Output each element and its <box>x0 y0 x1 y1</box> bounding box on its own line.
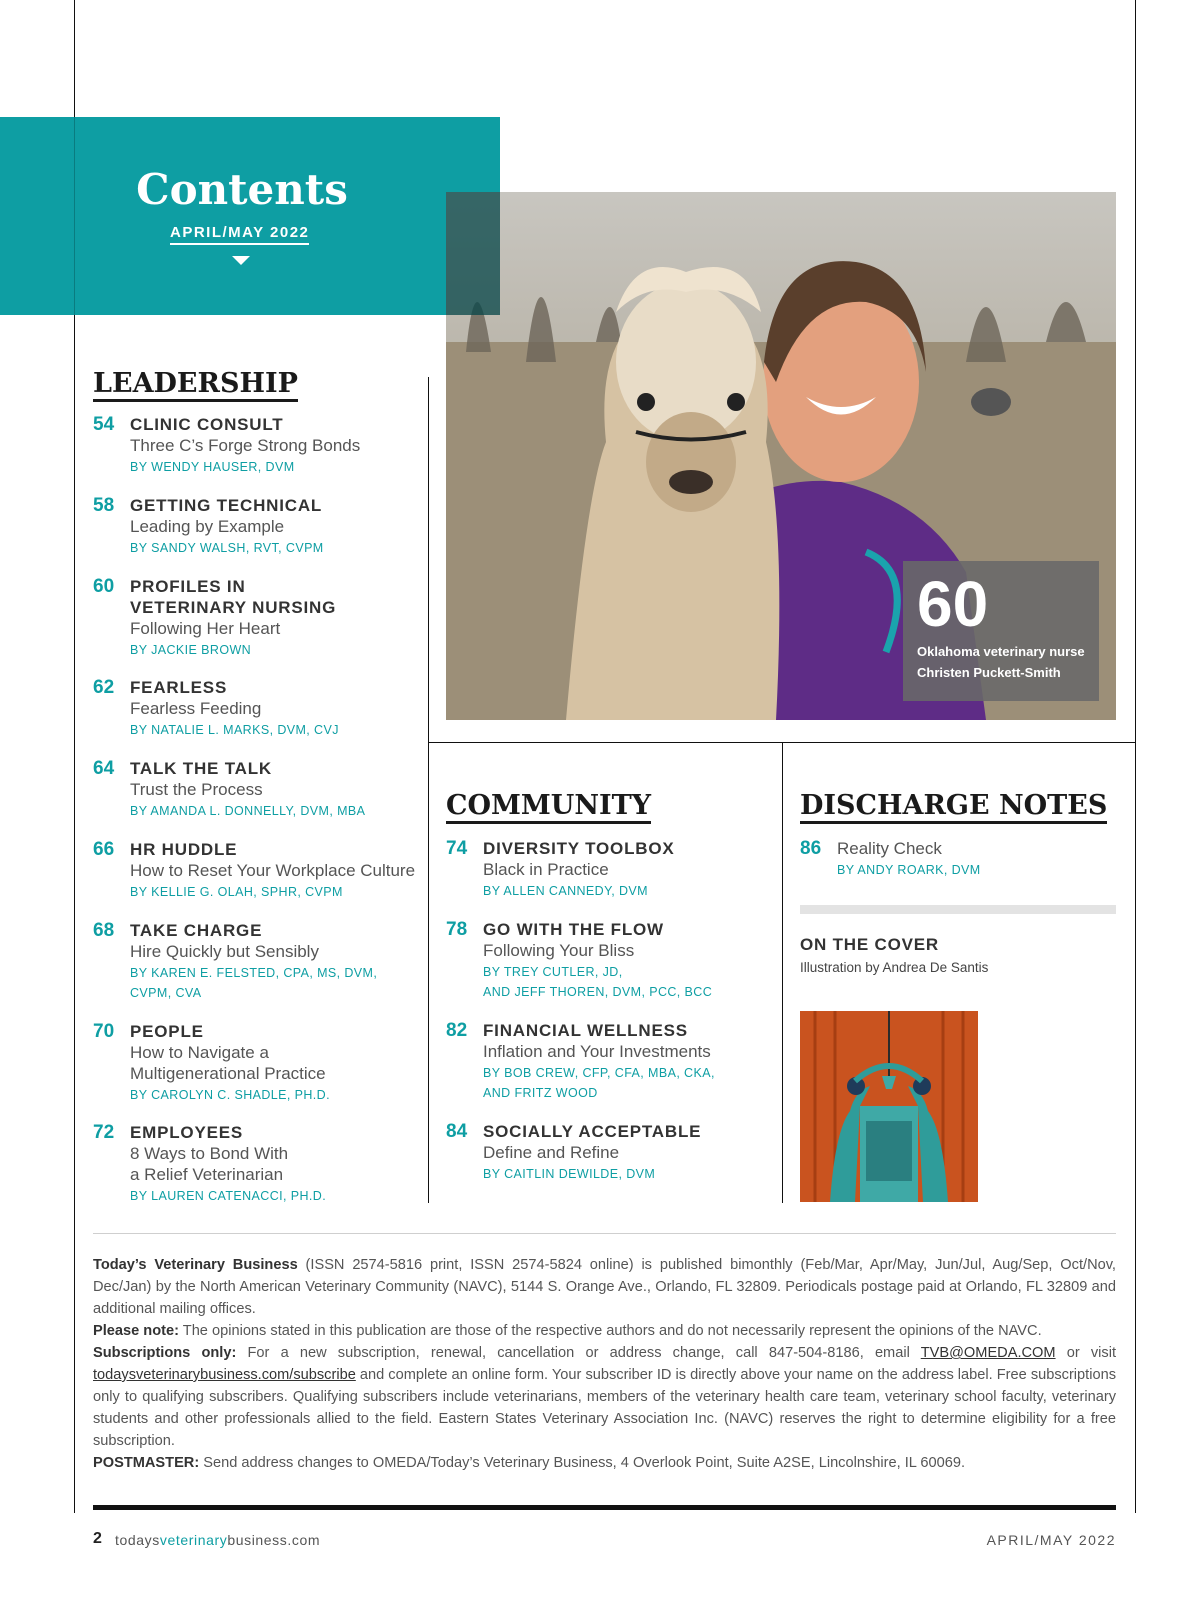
article-title: Following Her Heart <box>130 619 281 638</box>
byline-line-2: CVPM, CVA <box>130 986 202 1000</box>
toc-entry[interactable] <box>93 920 377 1003</box>
postmaster-label: POSTMASTER: <box>93 1455 200 1471</box>
page-number: 74 <box>446 838 468 859</box>
right-frame-line <box>1135 0 1136 1513</box>
masthead-text <box>93 1254 1116 1474</box>
section-heading-discharge-notes: DISCHARGE NOTES <box>800 791 1107 824</box>
department: TALK THE TALK <box>130 759 272 778</box>
toc-entry[interactable] <box>93 839 415 902</box>
subscriptions-text-1: For a new subscription, renewal, cancellation or address change, call 847-504-8186, email <box>247 1345 910 1361</box>
department: GO WITH THE FLOW <box>483 920 664 939</box>
byline: BY SANDY WALSH, RVT, CVPM <box>130 541 324 555</box>
issue-date: APRIL/MAY 2022 <box>170 224 309 245</box>
page-number-footer: 2 <box>93 1530 102 1547</box>
article-title: How to Reset Your Workplace Culture <box>130 861 416 880</box>
page-number: 68 <box>93 920 115 941</box>
header-frame-line <box>74 117 75 315</box>
department: CLINIC CONSULT <box>130 415 284 434</box>
byline: BY ALLEN CANNEDY, DVM <box>483 884 648 898</box>
department: TAKE CHARGE <box>130 921 263 940</box>
toc-entry[interactable] <box>93 495 324 558</box>
toc-entry[interactable] <box>93 677 339 740</box>
page-number: 70 <box>93 1021 115 1042</box>
feature-photo <box>446 192 1116 720</box>
page-number: 64 <box>93 758 115 779</box>
discharge-divider <box>782 742 783 1203</box>
department: GETTING TECHNICAL <box>130 496 323 515</box>
byline: BY WENDY HAUSER, DVM <box>130 460 295 474</box>
article-title: How to Navigate a <box>130 1043 269 1062</box>
divider-bar <box>800 905 1116 914</box>
byline: BY ANDY ROARK, DVM <box>837 863 981 877</box>
byline-line-2: AND FRITZ WOOD <box>483 1086 598 1100</box>
page-number: 58 <box>93 495 115 516</box>
article-title: Leading by Example <box>130 517 285 536</box>
on-the-cover-heading: ON THE COVER <box>800 935 940 954</box>
article-title: Hire Quickly but Sensibly <box>130 942 319 961</box>
toc-entry[interactable] <box>446 1020 715 1103</box>
page-number: 78 <box>446 919 468 940</box>
toc-entry[interactable] <box>446 838 675 901</box>
page-number: 72 <box>93 1122 115 1143</box>
article-title: Trust the Process <box>130 780 263 799</box>
section-heading-community: COMMUNITY <box>446 791 651 824</box>
department-line-2: VETERINARY NURSING <box>130 598 337 617</box>
caption-page-number: 60 <box>917 568 989 640</box>
byline: BY CAROLYN C. SHADLE, PH.D. <box>130 1088 330 1102</box>
please-note-text: The opinions stated in this publication are those of the respective authors and do not necessarily represent the opinions of the NAVC. <box>182 1323 1042 1339</box>
article-title: Define and Refine <box>483 1143 620 1162</box>
page-number: 60 <box>93 576 115 597</box>
toc-entry[interactable] <box>93 576 336 660</box>
byline: BY LAUREN CATENACCI, PH.D. <box>130 1189 327 1203</box>
toc-entry[interactable] <box>800 838 981 880</box>
article-title-line-2: Multigenerational Practice <box>130 1064 326 1083</box>
contents-header-block <box>0 117 500 315</box>
footer-issue-date: APRIL/MAY 2022 <box>986 1532 1116 1548</box>
department: FEARLESS <box>130 678 228 697</box>
caption-line-2: Christen Puckett-Smith <box>917 665 1061 680</box>
page-number: 62 <box>93 677 115 698</box>
byline-line-2: AND JEFF THOREN, DVM, PCC, BCC <box>483 985 713 999</box>
photo-caption <box>903 561 1099 701</box>
byline: BY JACKIE BROWN <box>130 643 252 657</box>
cover-thumbnail[interactable] <box>800 1011 978 1202</box>
page-number: 54 <box>93 414 115 435</box>
site-part-1: todays <box>115 1532 160 1548</box>
department: SOCIALLY ACCEPTABLE <box>483 1122 702 1141</box>
section-heading-leadership: LEADERSHIP <box>93 369 298 402</box>
photo-overlay <box>446 192 500 315</box>
postmaster-text: Send address changes to OMEDA/Today’s Veterinary Business, 4 Overlook Point, Suite A2SE, Lincolnshire, IL 60069. <box>203 1455 966 1471</box>
toc-entry[interactable] <box>93 414 360 477</box>
website-link[interactable] <box>115 1532 320 1548</box>
subscription-email-link[interactable]: TVB@OMEDA.COM <box>920 1345 1056 1361</box>
byline: BY AMANDA L. DONNELLY, DVM, MBA <box>130 804 366 818</box>
article-title: Reality Check <box>837 839 942 858</box>
footer-rule <box>93 1233 1116 1234</box>
toc-entry[interactable] <box>93 1122 326 1206</box>
cover-illustration <box>800 1011 978 1202</box>
site-part-3: business.com <box>227 1532 321 1548</box>
subscriptions-text-3: and complete an online form. Your subscriber ID is directly above your name on the address label. Free subscriptions only to qualifying subscribers. Qualifying subscribers include veterinarians, members of the veterinary health care team, veterinary school faculty, veterinary students and other professionals allied to the field. Eastern States Veterinary Association Inc. (NAVC) reserves the right to determine eligibility for a free subscription. <box>93 1367 1116 1449</box>
article-title: 8 Ways to Bond With <box>130 1144 289 1163</box>
article-title: Inflation and Your Investments <box>483 1042 711 1061</box>
cover-credit: Illustration by Andrea De Santis <box>800 960 989 975</box>
page-number: 66 <box>93 839 115 860</box>
department: EMPLOYEES <box>130 1123 244 1142</box>
publication-name: Today’s Veterinary Business <box>93 1257 298 1273</box>
department: PEOPLE <box>130 1022 204 1041</box>
publication-info: (ISSN 2574-5816 print, ISSN 2574-5824 online) is published bimonthly (Feb/Mar, Apr/May, Jun/Jul, Aug/Sep, Oct/Nov, Dec/Jan) by the North American Veterinary Community (NAVC), 5144 S. Orange Ave., Orlando, FL 32809. Periodicals postage paid at Orlando, FL 32809 and additional mailing offices. <box>93 1257 1116 1317</box>
byline: BY BOB CREW, CFP, CFA, MBA, CKA, <box>483 1066 715 1080</box>
subscription-url-link[interactable]: todaysveterinarybusiness.com/subscribe <box>93 1367 356 1383</box>
article-title: Three C’s Forge Strong Bonds <box>130 436 361 455</box>
byline: BY KELLIE G. OLAH, SPHR, CVPM <box>130 885 343 899</box>
page-number: 84 <box>446 1121 468 1142</box>
subscriptions-label: Subscriptions only: <box>93 1345 237 1361</box>
toc-entry[interactable] <box>446 1121 701 1184</box>
department: DIVERSITY TOOLBOX <box>483 839 675 858</box>
caption-line-1: Oklahoma veterinary nurse <box>917 644 1085 659</box>
byline: BY CAITLIN DEWILDE, DVM <box>483 1167 656 1181</box>
toc-entry[interactable] <box>93 1021 330 1105</box>
byline: BY NATALIE L. MARKS, DVM, CVJ <box>130 723 339 737</box>
please-note-label: Please note: <box>93 1323 179 1339</box>
article-title: Following Your Bliss <box>483 941 635 960</box>
department: PROFILES IN <box>130 577 246 596</box>
leadership-divider <box>428 377 429 1203</box>
byline: BY TREY CUTLER, JD, <box>483 965 623 979</box>
site-part-2: veterinary <box>159 1532 228 1548</box>
department: FINANCIAL WELLNESS <box>483 1021 688 1040</box>
department: HR HUDDLE <box>130 840 238 859</box>
toc-entry[interactable] <box>446 919 712 1002</box>
page-title: Contents <box>136 165 348 214</box>
article-title: Fearless Feeding <box>130 699 262 718</box>
page-number: 82 <box>446 1020 468 1041</box>
footer-bar <box>93 1505 1116 1510</box>
toc-entry[interactable] <box>93 758 365 821</box>
down-arrow-icon <box>232 256 250 265</box>
byline: BY KAREN E. FELSTED, CPA, MS, DVM, <box>130 966 378 980</box>
page-number: 86 <box>800 838 822 859</box>
article-title-line-2: a Relief Veterinarian <box>130 1165 284 1184</box>
article-title: Black in Practice <box>483 860 609 879</box>
subscriptions-text-2: or visit <box>1066 1345 1117 1361</box>
